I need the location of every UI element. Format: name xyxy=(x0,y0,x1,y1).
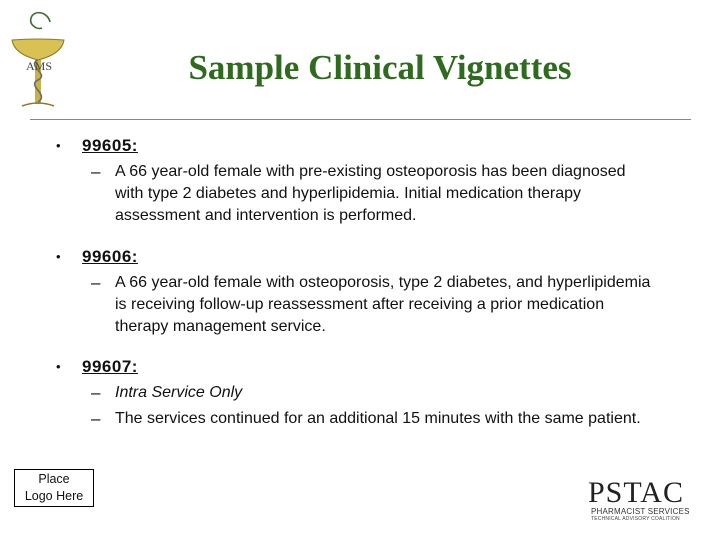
pstac-logo xyxy=(588,478,692,524)
placeholder-line-2: Logo Here xyxy=(24,489,84,503)
logo-placeholder xyxy=(14,469,94,507)
pstac-tagline: TECHNICAL ADVISORY COALITION xyxy=(591,516,680,522)
code-99605: 99605: xyxy=(82,136,138,155)
vignette-99605-text: A 66 year-old female with pre-existing osteoporosis has been diagnosed with type 2 diabetes and hyperlipidemia. Initial medication therapy assessment and intervention is performed. xyxy=(115,163,626,224)
logo-letter-a: AMS xyxy=(26,59,53,73)
slide-title: Sample Clinical Vignettes xyxy=(188,48,572,87)
bullet-marker: • xyxy=(56,249,61,264)
bullet-marker: • xyxy=(56,138,61,153)
code-99607: 99607: xyxy=(82,357,138,376)
bullet-marker: • xyxy=(56,359,61,374)
placeholder-line-1: Place xyxy=(38,472,70,486)
dash-marker: – xyxy=(91,383,101,402)
vignette-99607-subitem-1: Intra Service Only xyxy=(115,384,243,401)
pstac-wordmark: PSTAC xyxy=(588,476,684,509)
dash-marker: – xyxy=(91,162,101,181)
dash-marker: – xyxy=(91,409,101,428)
vignette-99606-text: A 66 year-old female with osteoporosis, type 2 diabetes, and hyperlipidemia is receiving follow-up reassessment after receiving a prior medication therapy management service. xyxy=(115,274,651,335)
vignette-99607-subitem-2: The services continued for an additional 15 minutes with the same patient. xyxy=(115,410,641,427)
dash-marker: – xyxy=(91,273,101,292)
pstac-subtitle: PHARMACIST SERVICES xyxy=(591,507,690,516)
code-99606: 99606: xyxy=(82,247,138,266)
